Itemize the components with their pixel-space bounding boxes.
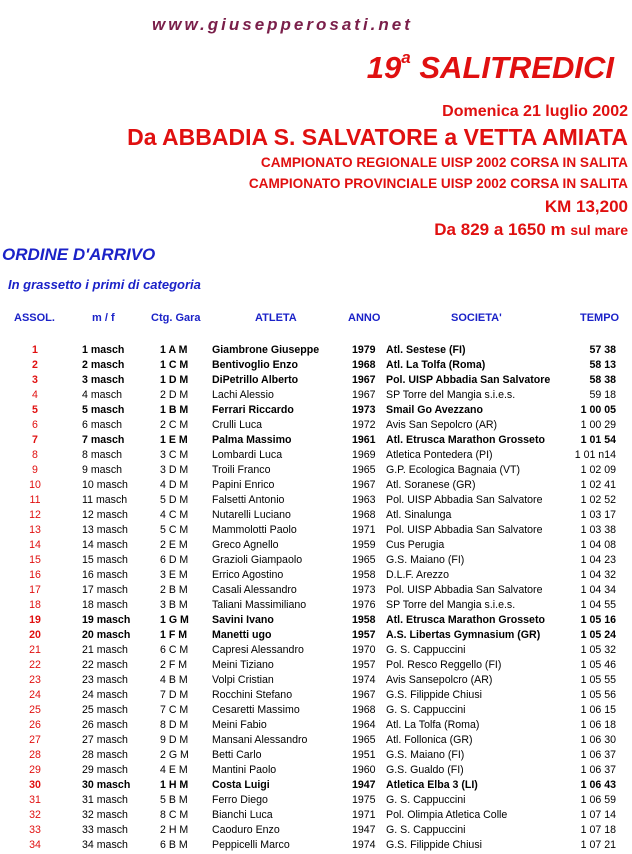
gender-rank-cell: 21 masch (82, 644, 128, 656)
table-row (0, 749, 632, 764)
gender-rank-cell: 9 masch (82, 464, 123, 476)
category-cell: 1 D M (160, 374, 189, 386)
race-title (366, 47, 614, 86)
table-row (0, 674, 632, 689)
col-header-time: TEMPO (580, 312, 620, 324)
society-cell: Atl. Follonica (GR) (386, 734, 473, 746)
category-cell: 5 B M (160, 794, 188, 806)
position-cell: 18 (29, 599, 41, 611)
year-cell: 1972 (352, 419, 376, 431)
society-cell: Pol. UISP Abbadia San Salvatore (386, 374, 551, 386)
gender-rank-cell: 31 masch (82, 794, 128, 806)
position-cell: 14 (29, 539, 41, 551)
year-cell: 1973 (352, 584, 376, 596)
year-cell: 1951 (352, 749, 376, 761)
society-cell: Avis San Sepolcro (AR) (386, 419, 498, 431)
position-cell: 15 (29, 554, 41, 566)
gender-rank-cell: 29 masch (82, 764, 128, 776)
table-row (0, 794, 632, 809)
athlete-cell: Caoduro Enzo (212, 824, 280, 836)
year-cell: 1971 (352, 809, 376, 821)
position-cell: 22 (29, 659, 41, 671)
society-cell: G.S. Maiano (FI) (386, 749, 465, 761)
time-cell: 1 02 09 (580, 464, 616, 476)
table-row (0, 419, 632, 434)
society-cell: SP Torre del Mangia s.i.e.s. (386, 599, 516, 611)
year-cell: 1960 (352, 764, 376, 776)
year-cell: 1968 (352, 509, 376, 521)
position-cell: 5 (32, 404, 38, 416)
athlete-cell: Greco Agnello (212, 539, 279, 551)
year-cell: 1967 (352, 479, 376, 491)
society-cell: Cus Perugia (386, 539, 445, 551)
society-cell: G.S. Filippide Chiusi (386, 839, 482, 851)
site-url[interactable]: www.giusepperosati.net (152, 15, 413, 34)
athlete-cell: Giambrone Giuseppe (212, 344, 320, 356)
category-cell: 5 C M (160, 524, 189, 536)
position-cell: 34 (29, 839, 41, 851)
society-cell: Smail Go Avezzano (386, 404, 483, 416)
position-cell: 17 (29, 584, 41, 596)
gender-rank-cell: 20 masch (82, 629, 131, 641)
table-row (0, 404, 632, 419)
athlete-cell: Capresi Alessandro (212, 644, 304, 656)
time-cell: 1 00 05 (580, 404, 616, 416)
time-cell: 1 04 32 (580, 569, 616, 581)
table-row (0, 719, 632, 734)
gender-rank-cell: 3 masch (82, 374, 125, 386)
table-row (0, 359, 632, 374)
athlete-cell: Bentivoglio Enzo (212, 359, 298, 371)
year-cell: 1947 (352, 824, 376, 836)
bold-note: In grassetto i primi di categoria (8, 277, 201, 292)
table-row (0, 734, 632, 749)
category-cell: 6 B M (160, 839, 188, 851)
position-cell: 32 (29, 809, 41, 821)
year-cell: 1967 (352, 689, 376, 701)
year-cell: 1965 (352, 734, 376, 746)
athlete-cell: Peppicelli Marco (212, 839, 290, 851)
time-cell: 59 18 (589, 389, 616, 401)
year-cell: 1979 (352, 344, 376, 356)
athlete-cell: Bianchi Luca (212, 809, 273, 821)
year-cell: 1967 (352, 389, 376, 401)
table-row (0, 389, 632, 404)
year-cell: 1973 (352, 404, 376, 416)
time-cell: 1 05 46 (580, 659, 616, 671)
position-cell: 1 (32, 344, 38, 356)
time-cell: 1 04 55 (580, 599, 616, 611)
position-cell: 25 (29, 704, 41, 716)
time-cell: 1 05 16 (580, 614, 616, 626)
time-cell: 1 04 08 (580, 539, 616, 551)
year-cell: 1963 (352, 494, 376, 506)
table-row (0, 584, 632, 599)
table-row (0, 629, 632, 644)
category-cell: 2 D M (160, 389, 189, 401)
society-cell: Atletica Pontedera (PI) (386, 449, 493, 461)
athlete-cell: Lombardi Luca (212, 449, 283, 461)
title-suffix: a (401, 47, 411, 67)
gender-rank-cell: 12 masch (82, 509, 128, 521)
athlete-cell: Mammolotti Paolo (212, 524, 297, 536)
table-row (0, 449, 632, 464)
gender-rank-cell: 25 masch (82, 704, 128, 716)
time-cell: 1 05 24 (580, 629, 616, 641)
athlete-cell: Falsetti Antonio (212, 494, 285, 506)
society-cell: Atl. Soranese (GR) (386, 479, 476, 491)
time-cell: 1 06 37 (580, 764, 616, 776)
time-cell: 1 07 14 (580, 809, 616, 821)
table-row (0, 509, 632, 524)
time-cell: 1 02 41 (580, 479, 616, 491)
campionato-regionale: CAMPIONATO REGIONALE UISP 2002 CORSA IN SALITA (260, 155, 628, 170)
position-cell: 10 (29, 479, 41, 491)
athlete-cell: Meini Fabio (212, 719, 267, 731)
category-cell: 2 F M (160, 659, 188, 671)
col-header-pos: ASSOL. (14, 312, 55, 324)
position-cell: 27 (29, 734, 41, 746)
athlete-cell: Troili Franco (212, 464, 271, 476)
position-cell: 26 (29, 719, 41, 731)
year-cell: 1967 (352, 374, 376, 386)
position-cell: 24 (29, 689, 41, 701)
gender-rank-cell: 34 masch (82, 839, 128, 851)
gender-rank-cell: 11 masch (82, 494, 128, 506)
altitude-main: Da 829 a 1650 m (434, 220, 566, 239)
table-row (0, 689, 632, 704)
athlete-cell: Costa Luigi (212, 779, 270, 791)
gender-rank-cell: 4 masch (82, 389, 123, 401)
position-cell: 11 (29, 494, 41, 506)
year-cell: 1974 (352, 674, 376, 686)
society-cell: Atl. La Tolfa (Roma) (386, 359, 486, 371)
athlete-cell: Taliani Massimiliano (212, 599, 307, 611)
table-row (0, 464, 632, 479)
athlete-cell: Casali Alessandro (212, 584, 297, 596)
society-cell: G. S. Cappuccini (386, 794, 466, 806)
athlete-cell: Ferrari Riccardo (212, 404, 294, 416)
category-cell: 2 E M (160, 539, 188, 551)
athlete-cell: Rocchini Stefano (212, 689, 293, 701)
race-distance: KM 13,200 (544, 197, 628, 216)
athlete-cell: Palma Massimo (212, 434, 292, 446)
race-date: Domenica 21 luglio 2002 (442, 103, 628, 120)
category-cell: 8 C M (160, 809, 189, 821)
year-cell: 1970 (352, 644, 376, 656)
category-cell: 1 G M (160, 614, 189, 626)
gender-rank-cell: 15 masch (82, 554, 128, 566)
gender-rank-cell: 33 masch (82, 824, 128, 836)
time-cell: 1 01 n14 (574, 449, 616, 461)
society-cell: Atl. Etrusca Marathon Grosseto (386, 614, 545, 626)
category-cell: 1 F M (160, 629, 188, 641)
category-cell: 2 G M (160, 749, 189, 761)
position-cell: 20 (29, 629, 41, 641)
table-row (0, 569, 632, 584)
position-cell: 28 (29, 749, 41, 761)
athlete-cell: Betti Carlo (212, 749, 262, 761)
time-cell: 1 07 18 (580, 824, 616, 836)
athlete-cell: Cesaretti Massimo (212, 704, 300, 716)
table-row (0, 344, 632, 359)
category-cell: 6 C M (160, 644, 189, 656)
table-row (0, 434, 632, 449)
category-cell: 6 D M (160, 554, 189, 566)
society-cell: G.S. Maiano (FI) (386, 554, 465, 566)
society-cell: Atletica Elba 3 (LI) (386, 779, 478, 791)
altitude-note: sul mare (570, 222, 628, 238)
col-header-mf: m / f (92, 312, 115, 324)
category-cell: 7 C M (160, 704, 189, 716)
table-row (0, 614, 632, 629)
gender-rank-cell: 13 masch (82, 524, 128, 536)
society-cell: Atl. La Tolfa (Roma) (386, 719, 480, 731)
society-cell: Atl. Sestese (FI) (386, 344, 466, 356)
category-cell: 2 H M (160, 824, 189, 836)
category-cell: 4 B M (160, 674, 188, 686)
table-row (0, 644, 632, 659)
table-row (0, 539, 632, 554)
athlete-cell: Mantini Paolo (212, 764, 277, 776)
gender-rank-cell: 26 masch (82, 719, 128, 731)
table-row (0, 809, 632, 824)
year-cell: 1965 (352, 554, 376, 566)
gender-rank-cell: 5 masch (82, 404, 125, 416)
year-cell: 1975 (352, 794, 376, 806)
position-cell: 33 (29, 824, 41, 836)
table-row (0, 659, 632, 674)
year-cell: 1976 (352, 599, 376, 611)
year-cell: 1965 (352, 464, 376, 476)
gender-rank-cell: 10 masch (82, 479, 128, 491)
position-cell: 4 (32, 389, 38, 401)
society-cell: Avis Sansepolcro (AR) (386, 674, 493, 686)
gender-rank-cell: 23 masch (82, 674, 128, 686)
time-cell: 1 06 43 (580, 779, 616, 791)
society-cell: Pol. UISP Abbadia San Salvatore (386, 584, 543, 596)
table-row (0, 524, 632, 539)
category-cell: 3 E M (160, 569, 188, 581)
athlete-cell: Nutarelli Luciano (212, 509, 291, 521)
gender-rank-cell: 32 masch (82, 809, 128, 821)
campionato-provinciale: CAMPIONATO PROVINCIALE UISP 2002 CORSA IN SALITA (248, 176, 628, 191)
athlete-cell: Mansani Alessandro (212, 734, 308, 746)
time-cell: 1 00 29 (580, 419, 616, 431)
category-cell: 4 D M (160, 479, 189, 491)
athlete-cell: Papini Enrico (212, 479, 275, 491)
year-cell: 1959 (352, 539, 376, 551)
society-cell: A.S. Libertas Gymnasium (GR) (386, 629, 541, 641)
time-cell: 1 01 54 (580, 434, 616, 446)
year-cell: 1961 (352, 434, 376, 446)
category-cell: 3 D M (160, 464, 189, 476)
athlete-cell: Grazioli Giampaolo (212, 554, 303, 566)
gender-rank-cell: 18 masch (82, 599, 128, 611)
athlete-cell: Ferro Diego (212, 794, 268, 806)
society-cell: Pol. Resco Reggello (FI) (386, 659, 502, 671)
society-cell: G.S. Filippide Chiusi (386, 689, 482, 701)
gender-rank-cell: 7 masch (82, 434, 125, 446)
title-number: 19 (366, 50, 402, 85)
table-row (0, 764, 632, 779)
year-cell: 1974 (352, 839, 376, 851)
year-cell: 1957 (352, 629, 376, 641)
society-cell: SP Torre del Mangia s.i.e.s. (386, 389, 516, 401)
time-cell: 1 07 21 (580, 839, 616, 851)
time-cell: 58 38 (589, 374, 616, 386)
gender-rank-cell: 2 masch (82, 359, 125, 371)
position-cell: 12 (29, 509, 41, 521)
time-cell: 1 06 37 (580, 749, 616, 761)
category-cell: 3 C M (160, 449, 189, 461)
athlete-cell: Errico Agostino (212, 569, 284, 581)
category-cell: 7 D M (160, 689, 189, 701)
table-row (0, 839, 632, 854)
society-cell: G. S. Cappuccini (386, 824, 466, 836)
category-cell: 1 B M (160, 404, 189, 416)
society-cell: D.L.F. Arezzo (386, 569, 449, 581)
position-cell: 30 (29, 779, 41, 791)
year-cell: 1971 (352, 524, 376, 536)
category-cell: 1 H M (160, 779, 189, 791)
category-cell: 5 D M (160, 494, 189, 506)
gender-rank-cell: 27 masch (82, 734, 128, 746)
position-cell: 16 (29, 569, 41, 581)
col-header-ctg: Ctg. Gara (151, 312, 201, 324)
athlete-cell: Volpi Cristian (212, 674, 274, 686)
time-cell: 1 05 55 (580, 674, 616, 686)
category-cell: 1 E M (160, 434, 188, 446)
time-cell: 57 38 (589, 344, 616, 356)
time-cell: 1 06 30 (580, 734, 616, 746)
athlete-cell: Lachi Alessio (212, 389, 274, 401)
gender-rank-cell: 16 masch (82, 569, 128, 581)
section-title: ORDINE D'ARRIVO (2, 245, 156, 264)
table-row (0, 554, 632, 569)
table-row (0, 374, 632, 389)
society-cell: Pol. Olimpia Atletica Colle (386, 809, 508, 821)
category-cell: 2 C M (160, 419, 189, 431)
year-cell: 1964 (352, 719, 376, 731)
position-cell: 2 (32, 359, 38, 371)
col-header-year: ANNO (348, 312, 381, 324)
col-header-society: SOCIETA' (451, 312, 502, 324)
position-cell: 6 (32, 419, 38, 431)
year-cell: 1958 (352, 614, 376, 626)
gender-rank-cell: 17 masch (82, 584, 128, 596)
time-cell: 1 04 34 (580, 584, 616, 596)
gender-rank-cell: 6 masch (82, 419, 123, 431)
table-row (0, 599, 632, 614)
category-cell: 9 D M (160, 734, 189, 746)
time-cell: 1 06 18 (580, 719, 616, 731)
race-altitude (434, 220, 628, 240)
year-cell: 1958 (352, 569, 376, 581)
time-cell: 1 03 38 (580, 524, 616, 536)
athlete-cell: Meini Tiziano (212, 659, 274, 671)
position-cell: 9 (32, 464, 38, 476)
category-cell: 2 B M (160, 584, 188, 596)
table-row (0, 824, 632, 839)
gender-rank-cell: 14 masch (82, 539, 128, 551)
category-cell: 4 C M (160, 509, 189, 521)
gender-rank-cell: 30 masch (82, 779, 131, 791)
gender-rank-cell: 22 masch (82, 659, 128, 671)
society-cell: Atl. Sinalunga (386, 509, 452, 521)
year-cell: 1957 (352, 659, 376, 671)
category-cell: 1 C M (160, 359, 189, 371)
position-cell: 8 (32, 449, 38, 461)
position-cell: 19 (29, 614, 41, 626)
society-cell: Atl. Etrusca Marathon Grosseto (386, 434, 545, 446)
time-cell: 1 05 56 (580, 689, 616, 701)
table-row (0, 779, 632, 794)
society-cell: G.P. Ecologica Bagnaia (VT) (386, 464, 521, 476)
category-cell: 4 E M (160, 764, 188, 776)
gender-rank-cell: 24 masch (82, 689, 128, 701)
table-row (0, 494, 632, 509)
category-cell: 3 B M (160, 599, 188, 611)
year-cell: 1947 (352, 779, 376, 791)
position-cell: 29 (29, 764, 41, 776)
year-cell: 1968 (352, 359, 376, 371)
time-cell: 1 06 15 (580, 704, 616, 716)
time-cell: 1 02 52 (580, 494, 616, 506)
athlete-cell: Manetti ugo (212, 629, 272, 641)
society-cell: Pol. UISP Abbadia San Salvatore (386, 494, 543, 506)
position-cell: 23 (29, 674, 41, 686)
race-route: Da ABBADIA S. SALVATORE a VETTA AMIATA (127, 124, 628, 150)
society-cell: G.S. Gualdo (FI) (386, 764, 464, 776)
society-cell: G. S. Cappuccini (386, 644, 466, 656)
table-row (0, 479, 632, 494)
time-cell: 1 05 32 (580, 644, 616, 656)
year-cell: 1968 (352, 704, 376, 716)
time-cell: 1 04 23 (580, 554, 616, 566)
society-cell: Pol. UISP Abbadia San Salvatore (386, 524, 543, 536)
title-text: SALITREDICI (419, 50, 614, 85)
athlete-cell: Savini Ivano (212, 614, 274, 626)
gender-rank-cell: 28 masch (82, 749, 128, 761)
position-cell: 3 (32, 374, 38, 386)
position-cell: 21 (29, 644, 41, 656)
table-row (0, 704, 632, 719)
time-cell: 1 03 17 (580, 509, 616, 521)
position-cell: 13 (29, 524, 41, 536)
athlete-cell: Crulli Luca (212, 419, 263, 431)
position-cell: 7 (32, 434, 38, 446)
category-cell: 1 A M (160, 344, 188, 356)
gender-rank-cell: 8 masch (82, 449, 123, 461)
time-cell: 58 13 (589, 359, 616, 371)
gender-rank-cell: 1 masch (82, 344, 125, 356)
time-cell: 1 06 59 (580, 794, 616, 806)
gender-rank-cell: 19 masch (82, 614, 131, 626)
position-cell: 31 (29, 794, 41, 806)
col-header-athlete: ATLETA (255, 312, 297, 324)
athlete-cell: DiPetrillo Alberto (212, 374, 299, 386)
society-cell: G. S. Cappuccini (386, 704, 466, 716)
year-cell: 1969 (352, 449, 376, 461)
category-cell: 8 D M (160, 719, 189, 731)
